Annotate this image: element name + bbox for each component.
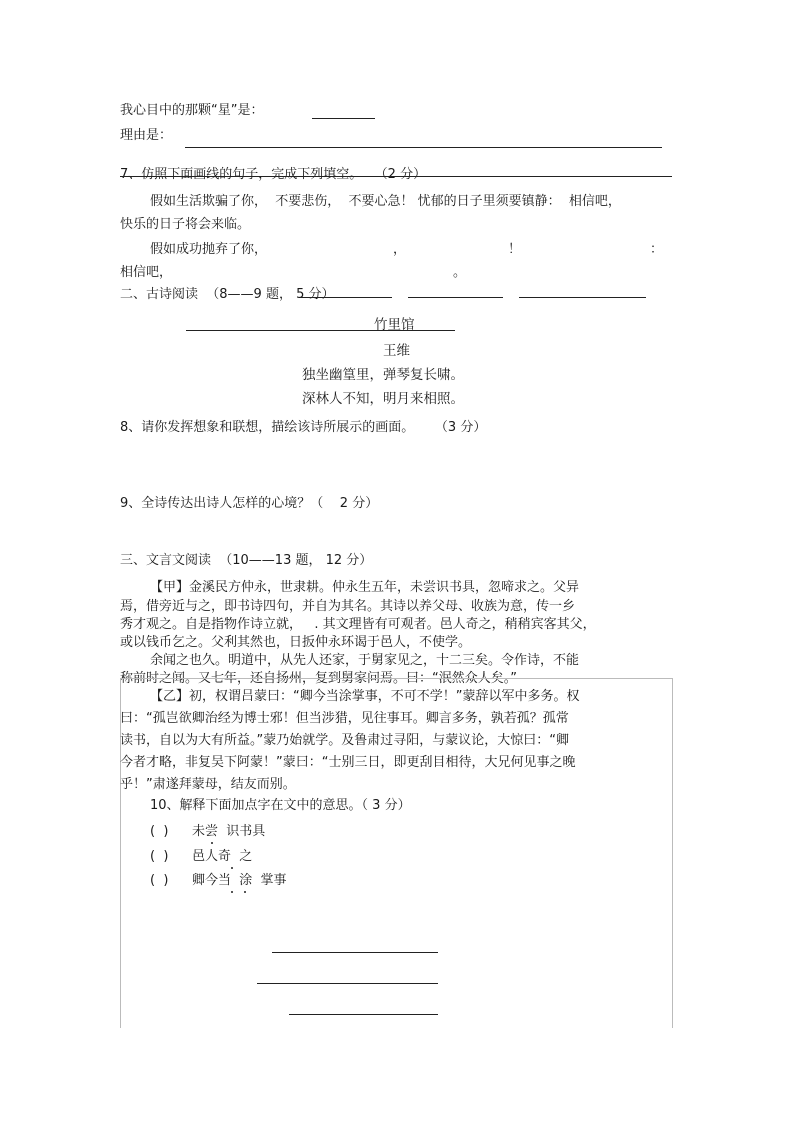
passage-jia-line: 焉，借旁近与之，即书诗四句，并自为其名。其诗以养父母、收族为意，传一乡 [120, 599, 576, 614]
passage-yi-line: 今者才略，非复吴下阿蒙！”蒙曰：“士别三日，即更刮目相待，大兄何见事之晚 [120, 755, 576, 770]
q10-item-3-bracket: ( ) [150, 873, 169, 888]
q10-item-1-text: 未尝 识书具 [192, 824, 266, 839]
box-left-border [120, 678, 121, 1028]
q8-text: 8、请你发挥想象和联想，描绘该诗所展示的画面。 （3 分） [120, 420, 487, 435]
q7-blank-line-1-colon: ： [650, 242, 664, 257]
section2-heading: 二、古诗阅读 （8——9 题， 5 分） [120, 287, 335, 302]
passage-yi-line: 【乙】初，权谓吕蒙曰：“卿今当涂掌事，不可不学！”蒙辞以军中多务。权 [150, 689, 580, 704]
q7-title: 7、仿照下面画线的句子，完成下列填空。 （2 分） [120, 167, 427, 182]
star-label: 我心目中的那颗“星”是： [120, 103, 264, 118]
q7-model-line-2: 快乐的日子将会来临。 [120, 217, 251, 232]
q10-item-2-text: 邑人奇 之 [192, 849, 253, 864]
passage-jia-line: 秀才观之。自是指物作诗立就， . 其文理皆有可观者。邑人奇之，稍稍宾客其父， [120, 617, 596, 632]
q10-item-3-text: 卿今当 涂 掌事 [192, 873, 287, 888]
q10-item-2-bracket: ( ) [150, 849, 169, 864]
reason-answer-line[interactable] [185, 147, 662, 148]
star-answer-line[interactable] [312, 118, 375, 119]
passage-yi-line: 乎！”肃遂拜蒙母，结友而别。 [120, 777, 296, 792]
q7-blank-line-1-comma: ， [393, 242, 407, 257]
q10-title: 10、解释下面加点字在文中的意思。（ 3 分） [150, 798, 411, 813]
q7-blank-line-2-start: 相信吧， [120, 265, 173, 280]
answer-line-3[interactable] [289, 1014, 438, 1015]
q7-blank-line-1-excl: ！ [508, 242, 522, 257]
emphasis-dot [231, 867, 233, 869]
section2-answer-line-a[interactable] [300, 297, 392, 298]
emphasis-dot [231, 891, 233, 893]
section2-answer-line-b[interactable] [408, 297, 503, 298]
q9-text: 9、全诗传达出诗人怎样的心境？（ 2 分） [120, 496, 379, 511]
box-right-border [672, 678, 673, 1028]
passage-jia-line: 【甲】金溪民方仲永，世隶耕。仲永生五年，未尝识书具，忽啼求之。父异 [150, 580, 580, 595]
poem-author: 王维 [383, 343, 410, 359]
section3-heading: 三、文言文阅读 （10——13 题， 12 分） [120, 553, 373, 568]
reason-label: 理由是： [120, 128, 173, 143]
passage-jia-line: 或以钱币乞之。父利其然也，日扳仲永环谒于邑人，不使学。 [120, 635, 472, 650]
poem-line-2: 深林人不知，明月来相照。 [302, 391, 464, 407]
passage-yi-line: 读书，自以为大有所益。”蒙乃始就学。及鲁肃过寻阳，与蒙议论，大惊曰：“卿 [120, 733, 569, 748]
answer-line-1[interactable] [272, 952, 438, 953]
section2-answer-line-c[interactable] [519, 297, 646, 298]
box-top-border [120, 678, 672, 679]
q7-strike-line [120, 176, 672, 177]
passage-yi-line: 曰：“孤岂欲卿治经为博士邪！但当涉猎，见往事耳。卿言多务，孰若孤？孤常 [120, 711, 569, 726]
q7-blank-line-1-start: 假如成功抛弃了你， [150, 242, 268, 257]
q7-model-line-1: 假如生活欺骗了你， 不要悲伤， 不要心急！ 忧郁的日子里须要镇静： 相信吧， [150, 194, 621, 209]
q7-blank-line-2-end: 。 [453, 265, 467, 280]
emphasis-dot [244, 891, 246, 893]
passage-jia-line: 称前时之闻。又七年，还自扬州，复到舅家问焉。曰：“泯然众人矣。” [120, 671, 517, 686]
q10-item-1-bracket: ( ) [150, 824, 169, 839]
poem-title: 竹里馆 [374, 317, 415, 333]
answer-line-2[interactable] [257, 983, 438, 984]
emphasis-dot [211, 842, 213, 844]
passage-jia-line: 余闻之也久。明道中，从先人还家，于舅家见之，十二三矣。令作诗，不能 [150, 653, 580, 668]
poem-line-1: 独坐幽篁里，弹琴复长啸。 [302, 367, 464, 383]
